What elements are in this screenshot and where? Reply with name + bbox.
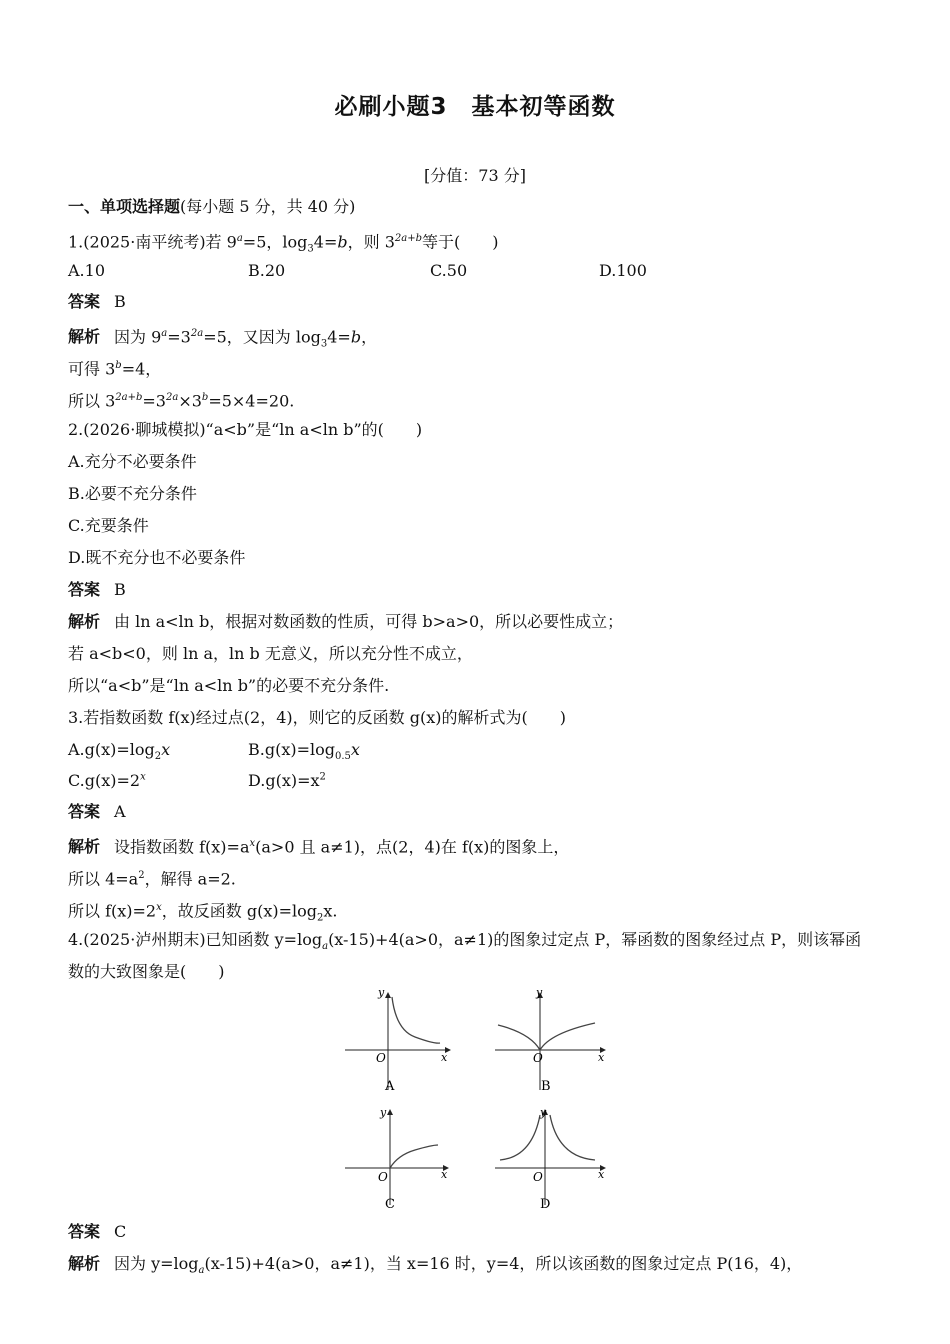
sup: x [156, 902, 162, 913]
q1-var: b [337, 232, 348, 252]
q4-stem-2: 数的大致图象是( ) [68, 962, 225, 981]
sup: 2a+b [115, 392, 143, 403]
var: x [161, 740, 171, 759]
answer-label: 答案 [68, 802, 101, 821]
q1-option-d: D.100 [599, 261, 647, 280]
sup: a [161, 328, 168, 339]
q2-option-c: C.充要条件 [68, 516, 149, 535]
sup: 2 [138, 870, 145, 881]
graph-d-curve-right [550, 1115, 595, 1160]
sub: 3 [320, 338, 328, 350]
graph-b-origin: O [533, 1051, 543, 1065]
graph-a-y-label: y [378, 986, 385, 999]
graph-c-origin: O [378, 1170, 388, 1184]
answer-label: 答案 [68, 1222, 101, 1241]
analysis-text: =3 [167, 327, 191, 347]
analysis-text: ，故反函数 g(x)=log [161, 901, 317, 921]
analysis-label: 解析 [68, 327, 101, 347]
graph-b-y-label: y [536, 986, 543, 999]
score-note: [分值：73 分] [424, 166, 526, 185]
answer-label: 答案 [68, 580, 101, 599]
graph-a-x-label: x [441, 1051, 448, 1064]
analysis-text: =4， [121, 359, 162, 379]
q2-analysis-1 [68, 612, 623, 632]
graph-d [495, 1106, 605, 1212]
answer-value: B [114, 292, 126, 311]
analysis-text: x. [323, 901, 338, 921]
q1-stem [68, 229, 499, 260]
sup: 2a [165, 392, 179, 403]
sub: a [198, 1265, 205, 1277]
sub: 0.5 [335, 751, 351, 763]
sub: 2 [317, 912, 324, 924]
q2-answer [68, 580, 126, 600]
analysis-text: (a>0 且 a≠1)，点(2，4)在 f(x)的图象上， [255, 837, 570, 857]
analysis-text: =3 [142, 391, 166, 411]
sup: x [140, 771, 146, 783]
sub: 2 [154, 751, 162, 763]
q1-analysis-3 [68, 388, 294, 411]
graph-c-x-label: x [441, 1168, 448, 1181]
q4-answer [68, 1222, 126, 1242]
graph-d-x-label: x [598, 1168, 605, 1181]
q1-sup: 2a+b [394, 233, 422, 244]
q1-analysis-1 [68, 324, 377, 355]
analysis-label: 解析 [68, 1254, 101, 1273]
q3-analysis-3 [68, 898, 337, 929]
q1-text: 4= [313, 232, 338, 252]
q2-option-a: A.充分不必要条件 [68, 452, 197, 471]
graph-b-curve [498, 1023, 595, 1050]
q1-sup: a [236, 233, 243, 244]
q3-analysis-2 [68, 866, 236, 889]
graph-a [345, 986, 450, 1094]
graph-c [345, 1106, 448, 1212]
q3-analysis-1 [68, 834, 569, 857]
analysis-text: 设指数函数 f(x)=a [114, 837, 250, 857]
sup: 2a [190, 328, 204, 339]
analysis-text: ，解得 a=2. [144, 869, 236, 889]
analysis-text: 因为 y=log [114, 1254, 199, 1273]
q1-analysis-2 [68, 356, 161, 379]
q1-option-b: B.20 [248, 261, 286, 280]
analysis-text: 所以 4=a [68, 869, 139, 889]
analysis-text: 所以 f(x)=2 [68, 901, 157, 921]
q4-text: (x-15)+4(a>0，a≠1)的图象过定点 P，幂函数的图象经过点 P，则该幂函 [328, 930, 862, 949]
answer-value: C [114, 1222, 127, 1241]
section-heading [68, 197, 355, 217]
answer-value: B [114, 580, 126, 599]
var: x [350, 740, 360, 759]
graph-b-label: B [541, 1079, 551, 1094]
analysis-text: ×3 [178, 391, 202, 411]
q1-text: =5，log [242, 232, 308, 252]
analysis-text: ， [361, 327, 378, 347]
graph-b-x-label: x [598, 1051, 605, 1064]
sup: b [115, 360, 122, 371]
q1-option-c: C.50 [430, 261, 468, 280]
opt-text: A.g(x)=log [68, 740, 155, 759]
q4-text: 4.(2025·泸州期末)已知函数 y=log [68, 930, 323, 949]
sup: x [249, 838, 256, 849]
graph-d-y-label: y [540, 1106, 547, 1119]
q3-option-a [68, 740, 170, 762]
q2-stem: 2.(2026·聊城模拟)“a<b”是“ln a<ln b”的( ) [68, 420, 423, 439]
analysis-label: 解析 [68, 837, 101, 857]
opt-text: B.g(x)=log [248, 740, 335, 759]
q3-option-c [68, 771, 146, 790]
graph-b [495, 986, 605, 1094]
graph-c-curve [390, 1145, 438, 1168]
q1-text: ，则 3 [347, 232, 395, 252]
section-note: (每小题 5 分，共 40 分) [180, 197, 356, 216]
q3-answer [68, 802, 126, 822]
analysis-text: =5×4=20. [208, 391, 295, 411]
sub: a [322, 941, 329, 953]
graph-d-origin: O [533, 1170, 543, 1184]
answer-label: 答案 [68, 292, 101, 311]
opt-text: D.g(x)=x [248, 771, 320, 790]
q1-answer [68, 292, 126, 312]
q2-analysis-2: 若 a<b<0，则 ln a，ln b 无意义，所以充分性不成立， [68, 644, 473, 663]
q4-stem-1 [68, 930, 861, 957]
analysis-label: 解析 [68, 612, 101, 631]
analysis-text: 可得 3 [68, 359, 116, 379]
analysis-text: =5，又因为 log [203, 327, 321, 347]
graph-c-y-label: y [380, 1106, 387, 1119]
q3-stem: 3.若指数函数 f(x)经过点(2，4)，则它的反函数 g(x)的解析式为( ) [68, 708, 566, 727]
analysis-text: 因为 9 [114, 327, 162, 347]
analysis-text: 4= [327, 327, 351, 347]
sup: b [201, 392, 209, 403]
opt-text: C.g(x)=2 [68, 771, 141, 790]
q3-option-d [248, 771, 326, 790]
answer-value: A [114, 802, 126, 821]
sup: 2 [319, 771, 326, 783]
q2-option-b: B.必要不充分条件 [68, 484, 197, 503]
q2-analysis-3: 所以“a<b”是“ln a<ln b”的必要不充分条件. [68, 676, 390, 695]
graph-d-curve-left [500, 1115, 540, 1160]
analysis-text: 所以 3 [68, 391, 116, 411]
q1-text: 1.(2025·南平统考)若 9 [68, 232, 237, 252]
graph-d-label: D [540, 1197, 551, 1212]
graph-a-origin: O [376, 1051, 386, 1065]
analysis-text: 由 ln a<ln b，根据对数函数的性质，可得 b>a>0，所以必要性成立； [114, 612, 624, 631]
q3-option-b [248, 740, 360, 762]
section-head: 一、单项选择题 [68, 197, 181, 216]
var: b [350, 327, 362, 347]
page-title: 必刷小题3 基本初等函数 [334, 94, 616, 120]
q4-graphs [340, 985, 620, 1215]
q2-option-d: D.既不充分也不必要条件 [68, 548, 246, 567]
graph-a-label: A [385, 1079, 395, 1094]
q1-sub: 3 [307, 243, 314, 255]
q1-option-a: A.10 [68, 261, 105, 280]
q4-analysis-1 [68, 1254, 802, 1281]
graph-a-curve [392, 997, 440, 1043]
q4-graph-figure [340, 985, 620, 1215]
graph-c-label: C [385, 1197, 395, 1212]
q1-text: 等于( ) [422, 232, 499, 252]
analysis-text: (x-15)+4(a>0，a≠1)，当 x=16 时，y=4，所以该函数的图象过定点 P(16，4)， [204, 1254, 803, 1273]
